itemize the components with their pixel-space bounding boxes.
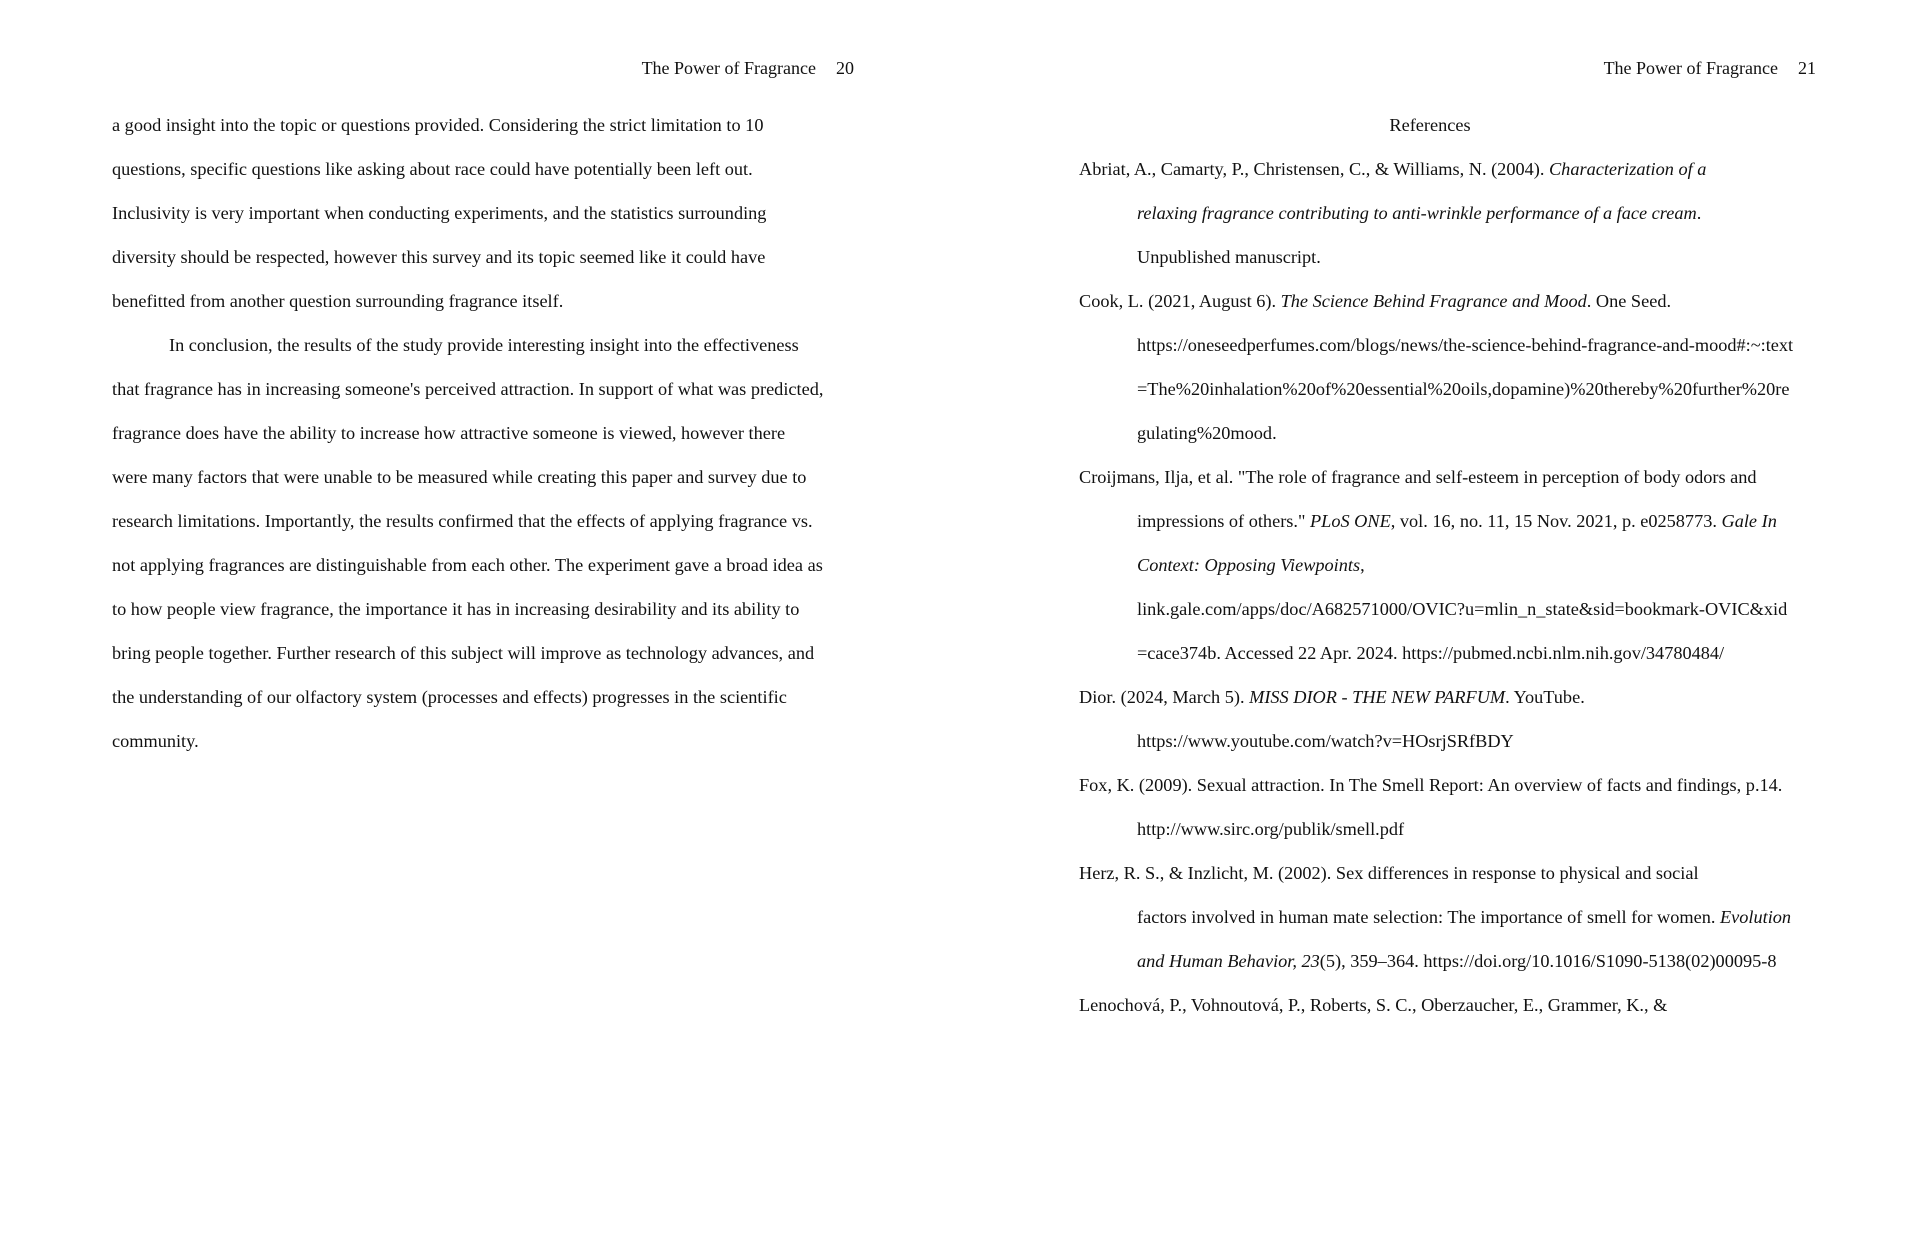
text-segment: gulating%20mood. bbox=[1137, 423, 1277, 443]
text-segment: Herz, R. S., & Inzlicht, M. (2002). Sex differences in response to physical and social bbox=[1079, 863, 1699, 883]
reference-url-line bbox=[1137, 597, 1787, 621]
body-line: not applying fragrances are distinguishable from each other. The experiment gave a broad idea as bbox=[112, 555, 823, 575]
page-21 bbox=[960, 0, 1920, 1246]
italic-segment: Characterization of a bbox=[1548, 159, 1707, 179]
reference-url-line bbox=[1137, 377, 1790, 401]
body-line: fragrance does have the ability to increase how attractive someone is viewed, however there bbox=[112, 423, 786, 443]
running-head bbox=[1604, 56, 1816, 80]
body-line: bring people together. Further research of this subject will improve as technology advances, and bbox=[112, 643, 815, 663]
running-head bbox=[642, 56, 854, 80]
running-head-title: The Power of Fragrance bbox=[641, 58, 816, 78]
text-segment: . One Seed. bbox=[1586, 291, 1672, 311]
reference-entry-continuation bbox=[1137, 245, 1321, 269]
reference-entry-continuation bbox=[1137, 553, 1365, 577]
text-segment: =The%20inhalation%20of%20essential%20oils,dopamine)%20thereby%20further%20re bbox=[1137, 379, 1790, 399]
italic-segment: The Science Behind Fragrance and Mood bbox=[1280, 291, 1587, 311]
text-segment: Lenochová, P., Vohnoutová, P., Roberts, S. C., Oberzaucher, E., Grammer, K., & bbox=[1079, 995, 1668, 1015]
text-segment: (5), 359–364. https://doi.org/10.1016/S1090-5138(02)00095-8 bbox=[1319, 951, 1777, 971]
text-segment: impressions of others." bbox=[1137, 511, 1310, 531]
body-line: questions, specific questions like asking about race could have potentially been left out. bbox=[112, 159, 753, 179]
text-segment: Croijmans, Ilja, et al. "The role of fragrance and self-esteem in perception of body odors and bbox=[1079, 467, 1757, 487]
text-segment: https://www.youtube.com/watch?v=HOsrjSRfBDY bbox=[1137, 731, 1514, 751]
body-line: a good insight into the topic or questions provided. Considering the strict limitation to 10 bbox=[112, 115, 764, 135]
references-heading: References bbox=[1389, 115, 1471, 135]
reference-entry-start bbox=[1079, 289, 1671, 313]
text-segment: link.gale.com/apps/doc/A682571000/OVIC?u=mlin_n_state&sid=bookmark-OVIC&xid bbox=[1137, 599, 1788, 619]
text-segment: Unpublished manuscript. bbox=[1137, 247, 1321, 267]
text-segment: . YouTube. bbox=[1505, 687, 1585, 707]
text-segment: Dior. (2024, March 5). bbox=[1079, 687, 1250, 707]
body-line: diversity should be respected, however this survey and its topic seemed like it could have bbox=[112, 247, 766, 267]
italic-segment: relaxing fragrance contributing to anti-wrinkle performance of a face cream bbox=[1137, 203, 1697, 223]
text-segment: =cace374b. Accessed 22 Apr. 2024. https://pubmed.ncbi.nlm.nih.gov/34780484/ bbox=[1137, 643, 1725, 663]
text-segment: Abriat, A., Camarty, P., Christensen, C., & Williams, N. (2004). bbox=[1079, 159, 1549, 179]
italic-segment: Context: Opposing Viewpoints bbox=[1137, 555, 1361, 575]
italic-segment: MISS DIOR - THE NEW PARFUM bbox=[1249, 687, 1506, 707]
body-line: Inclusivity is very important when conducting experiments, and the statistics surrounding bbox=[112, 203, 767, 223]
italic-segment: PLoS ONE bbox=[1310, 511, 1391, 531]
reference-url-line bbox=[1137, 729, 1514, 753]
text-segment: factors involved in human mate selection: The importance of smell for women. bbox=[1137, 907, 1720, 927]
reference-entry-start bbox=[1079, 773, 1782, 797]
text-segment: , bbox=[1360, 555, 1365, 575]
reference-entry-start bbox=[1079, 685, 1585, 709]
body-line: to how people view fragrance, the importance it has in increasing desirability and its ability to bbox=[112, 599, 800, 619]
reference-url-line bbox=[1137, 641, 1724, 665]
reference-entry-start bbox=[1079, 465, 1757, 489]
body-line: benefitted from another question surrounding fragrance itself. bbox=[112, 291, 564, 311]
body-line: that fragrance has in increasing someone's perceived attraction. In support of what was predicted, bbox=[112, 379, 824, 399]
reference-url-line bbox=[1137, 421, 1277, 445]
reference-entry-continuation bbox=[1137, 509, 1777, 533]
reference-entry-continuation bbox=[1137, 949, 1776, 973]
body-line: the understanding of our olfactory system (processes and effects) progresses in the scientific bbox=[112, 687, 787, 707]
reference-url-line bbox=[1137, 817, 1404, 841]
reference-entry-start bbox=[1079, 861, 1699, 885]
reference-url-line bbox=[1137, 333, 1793, 357]
page-number: 20 bbox=[836, 58, 854, 78]
page-number: 21 bbox=[1798, 58, 1816, 78]
text-segment: https://oneseedperfumes.com/blogs/news/the-science-behind-fragrance-and-mood#:~:text bbox=[1137, 335, 1794, 355]
text-segment: http://www.sirc.org/publik/smell.pdf bbox=[1137, 819, 1405, 839]
text-segment: , vol. 16, no. 11, 15 Nov. 2021, p. e0258773. bbox=[1390, 511, 1722, 531]
paragraph-first-line: In conclusion, the results of the study provide interesting insight into the effectiveness bbox=[169, 335, 799, 355]
italic-segment: and Human Behavior, 23 bbox=[1137, 951, 1320, 971]
body-line: were many factors that were unable to be measured while creating this paper and survey due to bbox=[112, 467, 807, 487]
text-segment: Fox, K. (2009). Sexual attraction. In The Smell Report: An overview of facts and findings, p.14. bbox=[1079, 775, 1783, 795]
reference-entry-continuation bbox=[1137, 905, 1791, 929]
italic-segment: Gale In bbox=[1721, 511, 1777, 531]
italic-segment: Evolution bbox=[1719, 907, 1792, 927]
running-head-title: The Power of Fragrance bbox=[1603, 58, 1778, 78]
reference-entry-continuation bbox=[1137, 201, 1701, 225]
reference-entry-start bbox=[1079, 157, 1706, 181]
body-line: community. bbox=[112, 731, 199, 751]
reference-entry-start bbox=[1079, 993, 1667, 1017]
text-segment: . bbox=[1696, 203, 1702, 223]
body-line: research limitations. Importantly, the results confirmed that the effects of applying fragrance vs. bbox=[112, 511, 813, 531]
text-segment: Cook, L. (2021, August 6). bbox=[1079, 291, 1281, 311]
